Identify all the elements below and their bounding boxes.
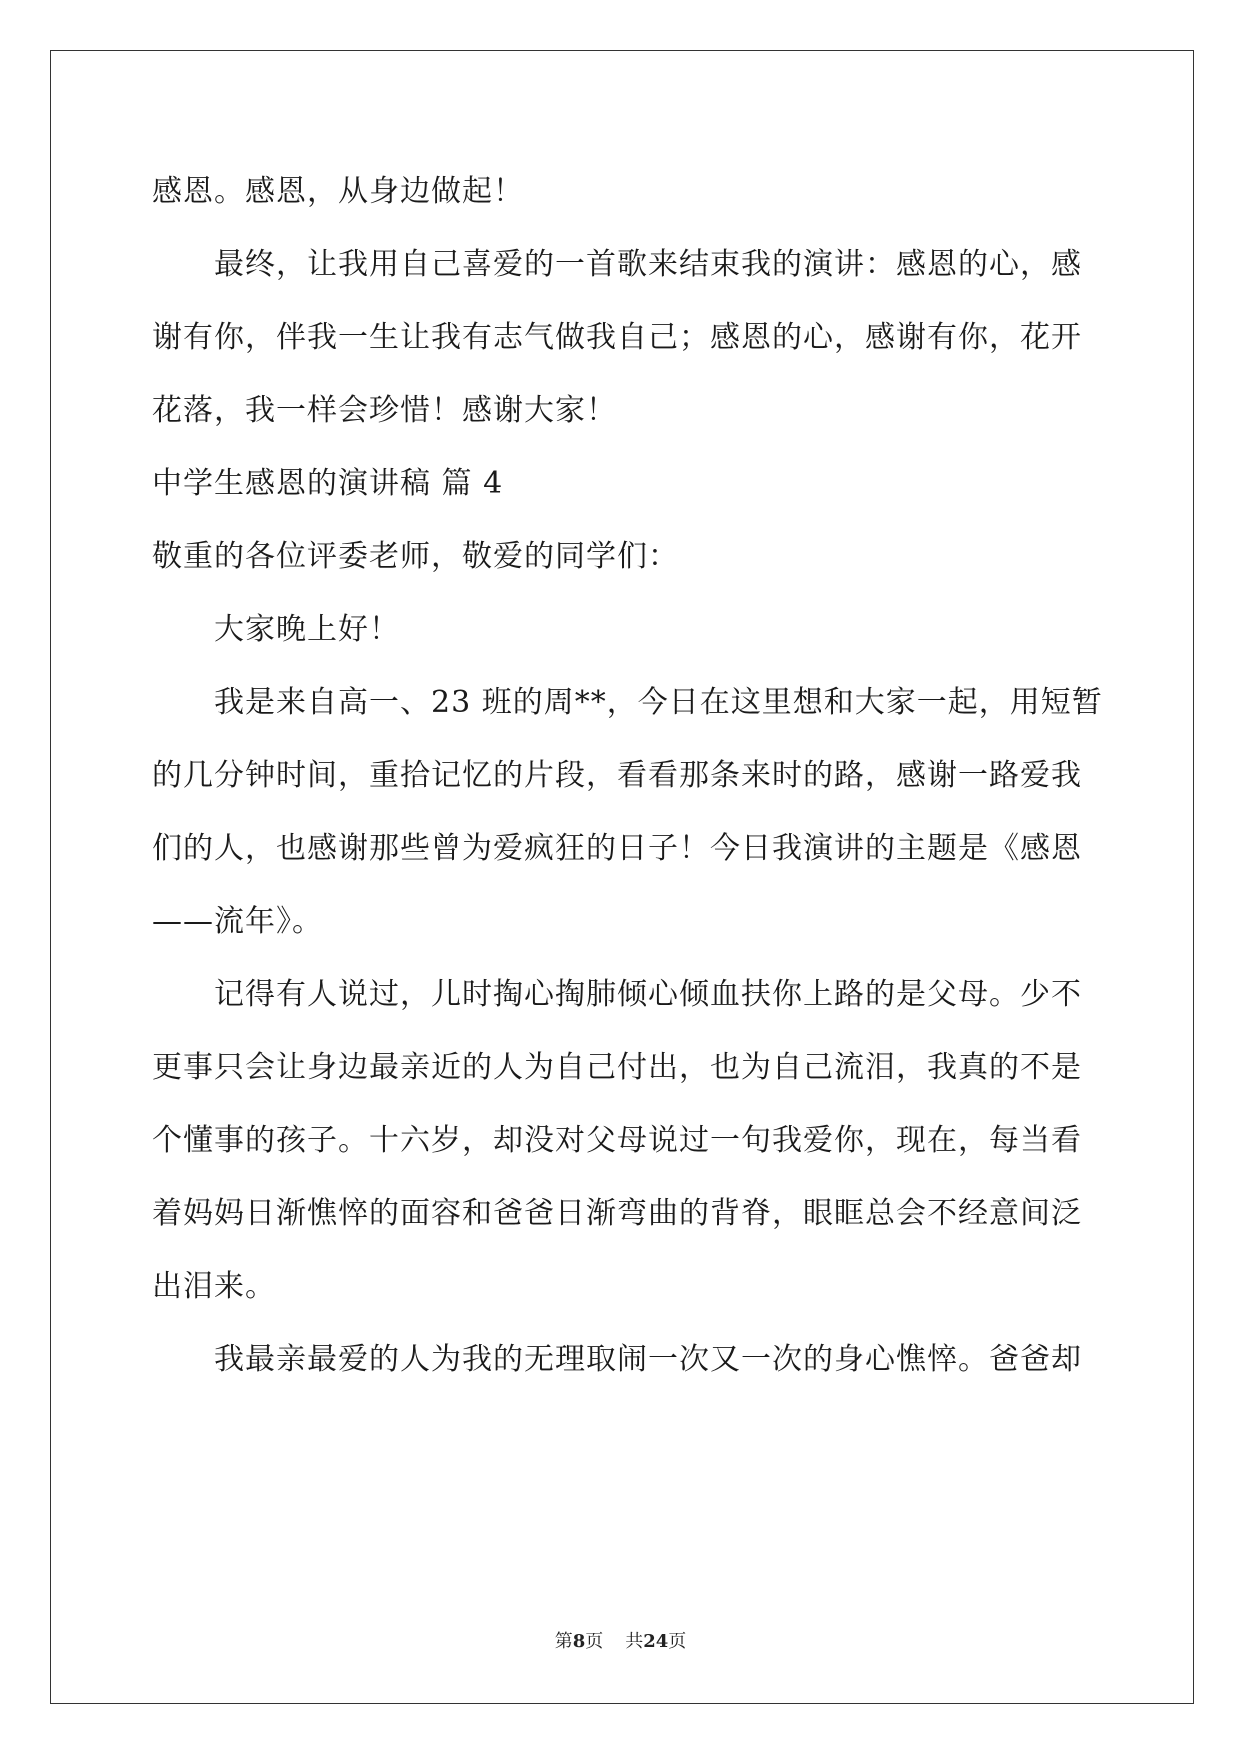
text-line: 更事只会让身边最亲近的人为自己付出，也为自己流泪，我真的不是: [152, 1050, 1082, 1085]
total-pages: 24: [643, 1631, 669, 1652]
greeting: 大家晚上好！: [214, 612, 400, 647]
text-line: 花落，我一样会珍惜！感谢大家！: [152, 393, 617, 428]
page-footer: [0, 1630, 1241, 1654]
paragraph-start: 我是来自高一、23 班的周**，今日在这里想和大家一起，用短暂: [214, 685, 1103, 720]
page-number: 8: [572, 1631, 586, 1652]
text-line: 着妈妈日渐憔悴的面容和爸爸日渐弯曲的背脊，眼眶总会不经意间泛: [152, 1196, 1082, 1231]
section-heading: 中学生感恩的演讲稿 篇 4: [152, 466, 504, 501]
text-line: 感恩。感恩，从身边做起！: [152, 174, 524, 209]
text-line: 们的人，也感谢那些曾为爱疯狂的日子！今日我演讲的主题是《感恩: [152, 831, 1082, 866]
footer-page-suffix: 页: [585, 1631, 604, 1652]
text-line: 个懂事的孩子。十六岁，却没对父母说过一句我爱你，现在，每当看: [152, 1123, 1082, 1158]
paragraph-start: 最终，让我用自己喜爱的一首歌来结束我的演讲：感恩的心，感: [214, 247, 1082, 282]
text-line: 谢有你，伴我一生让我有志气做我自己；感恩的心，感谢有你，花开: [152, 320, 1082, 355]
footer-total-suffix: 页: [668, 1631, 687, 1652]
paragraph-start: 记得有人说过，儿时掏心掏肺倾心倾血扶你上路的是父母。少不: [214, 977, 1082, 1012]
text-line: ——流年》。: [152, 904, 323, 939]
paragraph-start: 我最亲最爱的人为我的无理取闹一次又一次的身心憔悴。爸爸却: [214, 1342, 1082, 1377]
text-line: 的几分钟时间，重拾记忆的片段，看看那条来时的路，感谢一路爱我: [152, 758, 1082, 793]
page-border: [50, 50, 1194, 1704]
salutation: 敬重的各位评委老师，敬爱的同学们：: [152, 539, 679, 574]
footer-prefix: 第: [554, 1631, 573, 1652]
text-line: 出泪来。: [152, 1269, 276, 1304]
footer-total-prefix: 共: [625, 1631, 644, 1652]
